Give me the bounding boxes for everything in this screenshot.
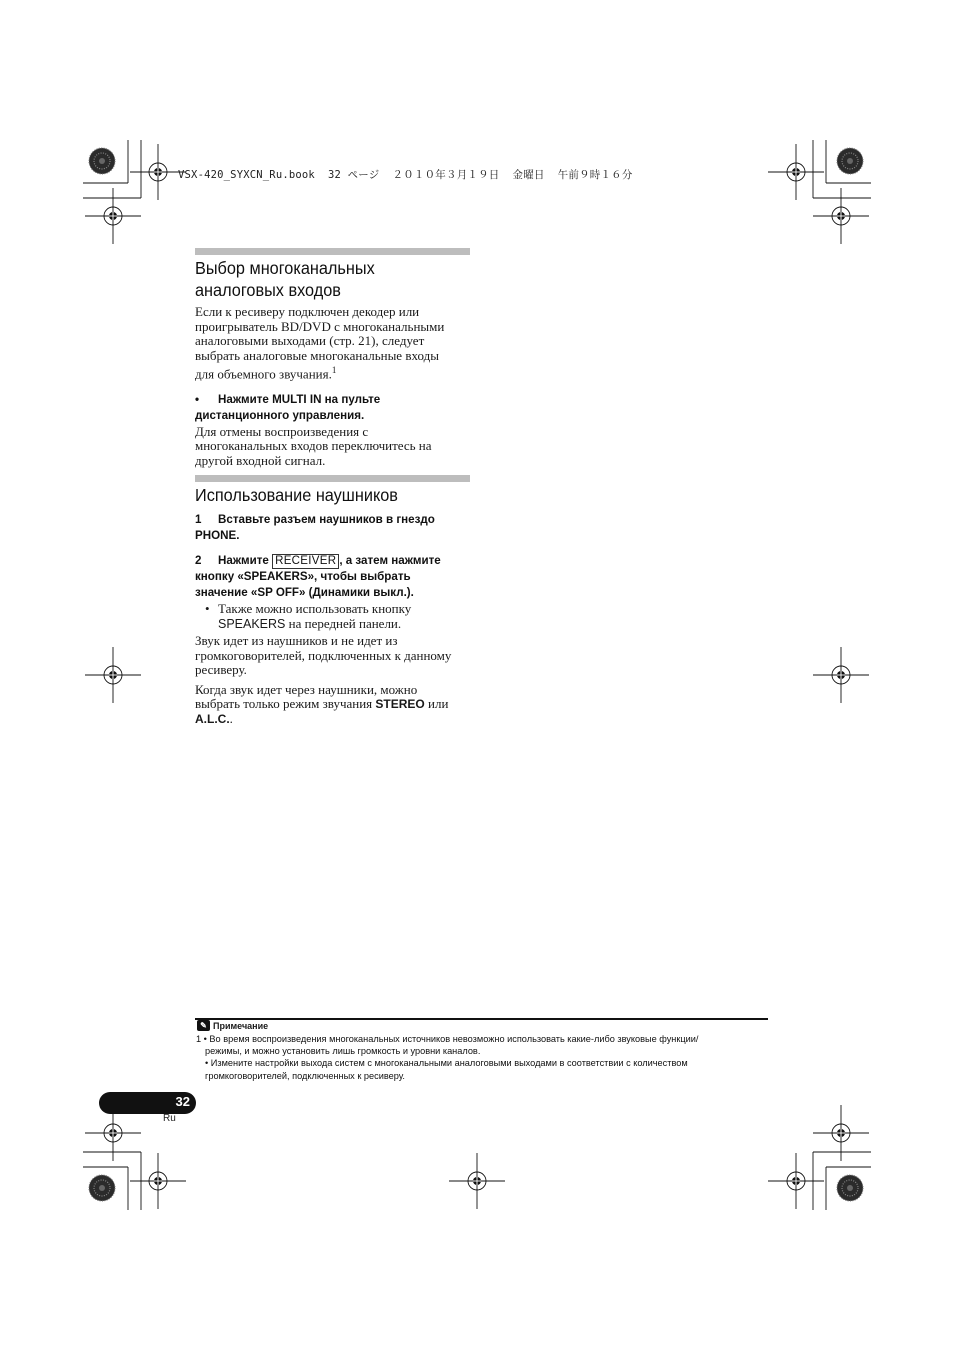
intro-line: проигрыватель BD/DVD с многоканальными	[195, 318, 445, 334]
print-slug-line: VSX-420_SYXCN_Ru.book 32 ページ ２０１０年３月１９日 金曜日 午前９時１６分	[178, 169, 633, 181]
mode-stereo: STEREO	[375, 697, 425, 711]
section-title: Использование наушников	[195, 485, 398, 505]
instruction-line: дистанционного управления.	[195, 408, 365, 422]
section-rule	[195, 475, 470, 482]
instruction-step	[195, 392, 475, 424]
receiver-key-label: RECEIVER	[272, 554, 339, 569]
footnote-ref: 1	[331, 365, 337, 375]
page-language: Ru	[163, 1113, 176, 1124]
section-multichannel	[195, 257, 475, 468]
step-1	[195, 512, 475, 544]
cancel-line: другой входной сигнал.	[195, 452, 326, 468]
note-line: режимы, и можно установить лишь громкость и уровни каналов.	[205, 1046, 481, 1057]
page-number: 32	[175, 1094, 190, 1109]
title-line-2: аналоговых входов	[195, 280, 341, 300]
sound-line: громкоговорителей, подключенных к данному	[195, 647, 452, 663]
note-pencil-icon: ✎	[197, 1020, 210, 1031]
sound-line: Звук идет из наушников и не идет из	[195, 633, 398, 648]
section-rule	[195, 248, 470, 255]
modes-line: .	[229, 710, 233, 726]
modes-line: выбрать только режим звучания	[195, 696, 376, 711]
step-line: Нажмите	[218, 554, 269, 567]
step-number: 2	[195, 554, 202, 567]
note-rule	[195, 1018, 768, 1020]
intro-line: выбрать аналоговые многоканальные входы	[195, 347, 439, 363]
step-number: 1	[195, 513, 202, 526]
modes-paragraph	[195, 683, 475, 727]
step-line: значение «SP OFF» (Динамики выкл.).	[195, 586, 414, 599]
modes-line: Когда звук идет через наушники, можно	[195, 681, 418, 697]
title-line-1: Выбор многоканальных	[195, 258, 375, 278]
sound-line: ресиверу.	[195, 662, 247, 677]
note-line: громкоговорителей, подключенных к ресиверу.	[205, 1070, 405, 1081]
note-text	[196, 1033, 776, 1082]
bullet-mark: •	[195, 392, 200, 406]
step-line: Вставьте разъем наушников в гнездо	[218, 513, 435, 526]
cancel-line: многоканальных входов переключитесь на	[195, 438, 432, 454]
intro-line: для объемного звучания.	[195, 366, 332, 382]
step-line: , а затем нажмите	[339, 554, 441, 567]
step-line: кнопку «SPEAKERS», чтобы выбрать	[195, 570, 411, 583]
note-heading	[197, 1020, 268, 1031]
bullet-mark: •	[205, 601, 210, 616]
instruction-line: Нажмите MULTI IN на пульте	[218, 392, 381, 406]
section-headphones	[195, 484, 475, 726]
cancel-line: Для отмены воспроизведения с	[195, 423, 369, 439]
cancel-paragraph	[195, 425, 475, 469]
note-line: • Измените настройки выхода систем с многоканальными аналоговыми выходами в соответствии с количеством	[205, 1058, 688, 1069]
step-2	[195, 553, 475, 601]
intro-line: Если к ресиверу подключен декодер или	[195, 304, 420, 319]
modes-line: или	[424, 696, 449, 711]
sound-paragraph	[195, 634, 475, 678]
intro-line: аналоговыми выходами (стр. 21), следует	[195, 333, 425, 348]
step-line: PHONE.	[195, 529, 240, 542]
intro-paragraph	[195, 305, 475, 382]
tip-line: на передней панели.	[285, 615, 402, 631]
speakers-button-label: SPEAKERS	[218, 616, 286, 631]
note-line: 1 • Во время воспроизведения многоканальных источников невозможно использовать какие-либо звуковые функции/	[196, 1034, 699, 1044]
tip-bullet	[195, 602, 475, 631]
mode-alc: A.L.C.	[195, 711, 230, 726]
section-title	[195, 257, 455, 301]
tip-line: Также можно использовать кнопку	[218, 601, 412, 616]
note-heading-label: Примечание	[213, 1020, 269, 1031]
